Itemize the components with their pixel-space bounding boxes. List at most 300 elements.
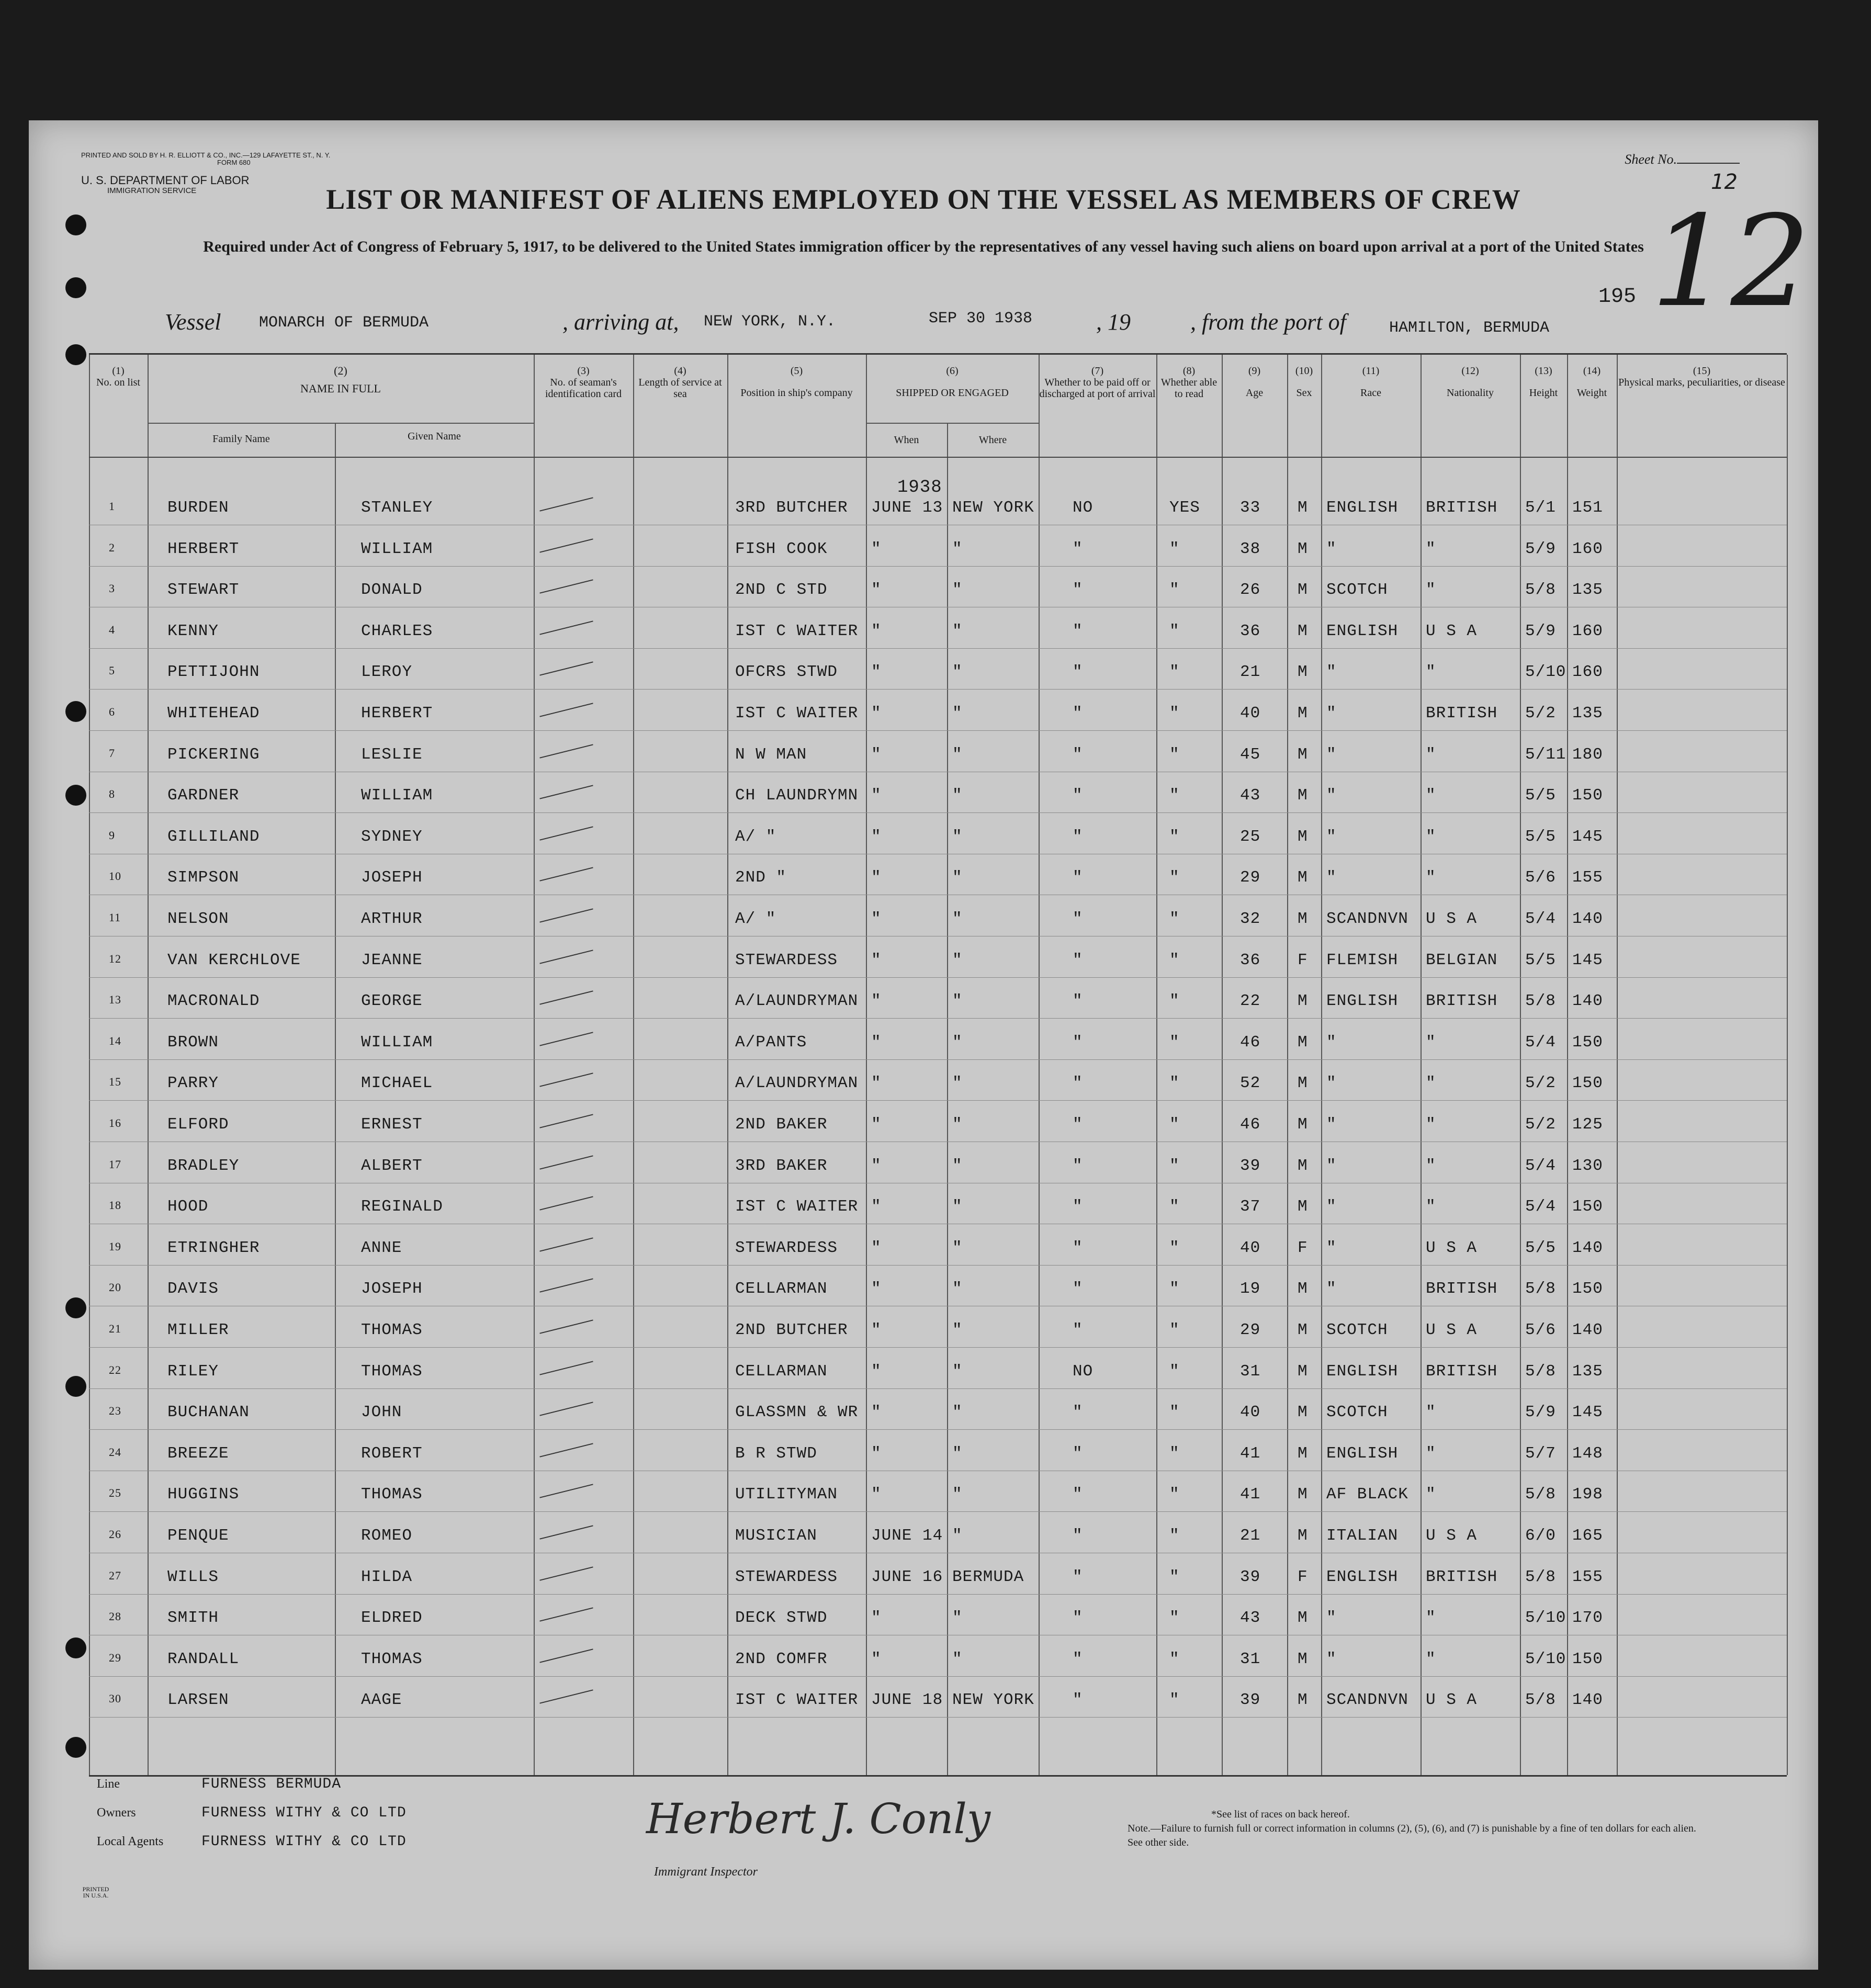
crew-row-10-when: " [871,868,882,887]
crew-row-19-read: " [1169,1238,1180,1257]
crew-row-12-position: STEWARDESS [735,951,838,969]
crew-row-5-height: 5/10 [1525,663,1566,682]
crew-row-28-family: SMITH [167,1609,219,1628]
crew-row-30-no: 30 [109,1692,121,1705]
crew-row-25-weight: 198 [1572,1485,1603,1504]
crew-row-23-weight: 145 [1572,1403,1603,1422]
id-card-tick-mark [539,950,593,964]
crew-row-30-position: IST C WAITER [735,1691,859,1710]
id-card-tick-mark [539,1566,593,1580]
crew-row-17-read: " [1169,1156,1180,1175]
crew-row-19-where: " [952,1238,963,1257]
crew-row-10-race: " [1326,868,1337,887]
crew-row-10-nat: " [1426,868,1436,887]
crew-row-30-age: 39 [1240,1691,1261,1710]
crew-row-21-sex: M [1298,1321,1308,1339]
inspector-signature: Herbert J. Conly [646,1794,991,1843]
crew-row-30-nat: U S A [1426,1691,1478,1710]
id-card-tick-mark [539,1402,593,1416]
crew-row-3-where: " [952,581,963,600]
crew-row-9-nat: " [1426,827,1436,846]
crew-row-1-given: STANLEY [361,499,433,517]
crew-row-14-weight: 150 [1572,1033,1603,1052]
col-weight-header: (14) Weight [1576,365,1607,399]
crew-row-30-where: NEW YORK [952,1691,1034,1710]
crew-row-18-read: " [1169,1198,1180,1216]
crew-row-23-height: 5/9 [1525,1403,1556,1422]
id-card-tick-mark [539,703,593,717]
crew-row-9-family: GILLILAND [167,827,260,846]
id-card-tick-mark [539,662,593,676]
crew-row-10-height: 5/6 [1525,868,1556,887]
crew-row-7-race: " [1326,745,1337,764]
id-card-tick-mark [539,1155,593,1169]
crew-row-21-position: 2ND BUTCHER [735,1321,848,1339]
crew-row-19-race: " [1326,1238,1337,1257]
crew-row-28-sex: M [1298,1609,1308,1628]
id-card-tick-mark [539,785,593,799]
crew-row-23-race: SCOTCH [1326,1403,1388,1422]
crew-row-8-given: WILLIAM [361,786,433,805]
crew-row-27-weight: 155 [1572,1567,1603,1586]
crew-row-2-paid: " [1073,539,1083,558]
id-card-tick-mark [539,1032,593,1046]
crew-row-26-family: PENQUE [167,1527,229,1545]
crew-row-4-read: " [1169,622,1180,640]
crew-row-15-weight: 150 [1572,1074,1603,1093]
agents-field [97,1834,407,1850]
crew-row-3-position: 2ND C STD [735,581,828,600]
crew-row-26-age: 21 [1240,1527,1261,1545]
crew-row-16-position: 2ND BAKER [735,1115,828,1134]
printer-imprint [81,152,447,166]
crew-row-10-read: " [1169,868,1180,887]
row-divider [89,1717,1787,1718]
crew-row-24-nat: " [1426,1444,1436,1463]
sheet-label: Sheet No. [1625,152,1677,167]
row-divider [89,812,1787,813]
crew-row-15-read: " [1169,1074,1180,1093]
col-race-header: (11) Race [1360,365,1381,399]
crew-row-30-read: " [1169,1691,1180,1710]
crew-row-5-no: 5 [109,664,115,677]
crew-row-12-height: 5/5 [1525,951,1556,969]
crew-row-2-age: 38 [1240,539,1261,558]
crew-row-24-position: B R STWD [735,1444,817,1463]
crew-row-25-paid: " [1073,1485,1083,1504]
id-card-tick-mark [539,1319,593,1334]
crew-row-22-given: THOMAS [361,1362,423,1381]
crew-row-17-paid: " [1073,1156,1083,1175]
crew-row-22-height: 5/8 [1525,1362,1556,1381]
crew-row-11-read: " [1169,910,1180,928]
crew-row-13-age: 22 [1240,992,1261,1011]
crew-row-10-paid: " [1073,868,1083,887]
crew-row-14-where: " [952,1033,963,1052]
shipped-year: 1938 [897,478,942,498]
crew-row-18-weight: 150 [1572,1198,1603,1216]
agents-value: FURNESS WITHY & CO LTD [201,1834,407,1850]
crew-row-21-paid: " [1073,1321,1083,1339]
crew-row-24-when: " [871,1444,882,1463]
crew-row-19-when: " [871,1238,882,1257]
crew-row-21-given: THOMAS [361,1321,423,1339]
crew-row-18-where: " [952,1198,963,1216]
crew-row-18-no: 18 [109,1199,121,1212]
crew-row-9-when: " [871,827,882,846]
crew-row-23-given: JOHN [361,1403,402,1422]
crew-row-21-when: " [871,1321,882,1339]
crew-row-11-paid: " [1073,910,1083,928]
crew-row-26-paid: " [1073,1527,1083,1545]
crew-row-5-race: " [1326,663,1337,682]
crew-row-17-race: " [1326,1156,1337,1175]
crew-row-9-where: " [952,827,963,846]
crew-row-27-nat: BRITISH [1426,1567,1498,1586]
crew-row-3-sex: M [1298,581,1308,600]
crew-row-1-sex: M [1298,499,1308,517]
crew-row-29-age: 31 [1240,1650,1261,1668]
line-label: Line [97,1777,120,1791]
crew-row-29-race: " [1326,1650,1337,1668]
crew-row-1-read: YES [1169,499,1200,517]
crew-row-17-sex: M [1298,1156,1308,1175]
crew-row-18-given: REGINALD [361,1198,443,1216]
crew-row-25-position: UTILITYMAN [735,1485,838,1504]
crew-row-11-race: SCANDNVN [1326,910,1408,928]
crew-row-15-age: 52 [1240,1074,1261,1093]
agents-label: Local Agents [97,1835,164,1848]
crew-row-25-when: " [871,1485,882,1504]
id-card-tick-mark [539,1237,593,1251]
crew-row-5-paid: " [1073,663,1083,682]
punch-hole [65,344,86,365]
crew-row-30-family: LARSEN [167,1691,229,1710]
manifest-sheet [29,120,1818,1970]
crew-row-8-race: " [1326,786,1337,805]
crew-row-21-nat: U S A [1426,1321,1478,1339]
crew-row-9-read: " [1169,827,1180,846]
crew-row-12-when: " [871,951,882,969]
crew-row-12-read: " [1169,951,1180,969]
crew-row-1-weight: 151 [1572,499,1603,517]
crew-row-11-when: " [871,910,882,928]
id-card-tick-mark [539,580,593,594]
crew-row-6-when: " [871,704,882,722]
crew-row-10-no: 10 [109,869,121,883]
crew-row-5-where: " [952,663,963,682]
crew-row-15-sex: M [1298,1074,1308,1093]
crew-row-19-given: ANNE [361,1238,402,1257]
crew-row-11-height: 5/4 [1525,910,1556,928]
crew-row-28-when: " [871,1609,882,1628]
crew-row-3-race: SCOTCH [1326,581,1388,600]
crew-row-29-read: " [1169,1650,1180,1668]
id-card-tick-mark [539,744,593,758]
crew-row-4-weight: 160 [1572,622,1603,640]
crew-row-4-paid: " [1073,622,1083,640]
crew-row-22-when: " [871,1362,882,1381]
crew-row-16-sex: M [1298,1115,1308,1134]
crew-row-30-height: 5/8 [1525,1691,1556,1710]
crew-row-14-age: 46 [1240,1033,1261,1052]
crew-row-5-family: PETTIJOHN [167,663,260,682]
crew-row-20-height: 5/8 [1525,1280,1556,1298]
owners-value: FURNESS WITHY & CO LTD [201,1805,407,1821]
punch-hole [65,701,86,722]
crew-row-13-position: A/LAUNDRYMAN [735,992,859,1011]
crew-row-9-sex: M [1298,827,1308,846]
crew-row-7-read: " [1169,745,1180,764]
crew-row-29-no: 29 [109,1651,121,1664]
crew-row-30-paid: " [1073,1691,1083,1710]
crew-row-30-sex: M [1298,1691,1308,1710]
punch-hole [65,785,86,806]
crew-row-1-when: JUNE 13 [871,499,943,517]
arriving-port: NEW YORK, N.Y. [704,313,836,331]
crew-row-25-nat: " [1426,1485,1436,1504]
crew-row-19-position: STEWARDESS [735,1238,838,1257]
crew-row-23-paid: " [1073,1403,1083,1422]
punch-hole [65,277,86,298]
crew-row-16-no: 16 [109,1116,121,1129]
line-value: FURNESS BERMUDA [201,1776,342,1792]
crew-row-22-nat: BRITISH [1426,1362,1498,1381]
crew-row-27-height: 5/8 [1525,1567,1556,1586]
crew-row-11-no: 11 [109,911,121,924]
punch-hole [65,1637,86,1658]
col-position-header: (5) Position in ship's company [740,365,853,399]
crew-row-6-nat: BRITISH [1426,704,1498,722]
crew-row-19-paid: " [1073,1238,1083,1257]
crew-row-14-read: " [1169,1033,1180,1052]
crew-row-15-race: " [1326,1074,1337,1093]
crew-row-3-nat: " [1426,581,1436,600]
page-subtitle: Required under Act of Congress of February 5, 1917, to be delivered to the United States immigration officer by the representatives of any vessel having such aliens on board upon arrival at a port of the United States [203,238,1644,255]
crew-row-6-paid: " [1073,704,1083,722]
sheet-number [1625,152,1740,167]
crew-row-13-when: " [871,992,882,1011]
crew-row-15-nat: " [1426,1074,1436,1093]
crew-row-23-nat: " [1426,1403,1436,1422]
crew-row-8-weight: 150 [1572,786,1603,805]
crew-row-3-no: 3 [109,582,115,595]
crew-row-19-no: 19 [109,1239,121,1253]
crew-row-2-family: HERBERT [167,539,240,558]
crew-row-12-given: JEANNE [361,951,423,969]
crew-row-18-sex: M [1298,1198,1308,1216]
crew-row-2-where: " [952,539,963,558]
crew-row-29-nat: " [1426,1650,1436,1668]
crew-row-16-height: 5/2 [1525,1115,1556,1134]
row-divider [89,1100,1787,1101]
row-divider [89,1594,1787,1595]
crew-row-27-position: STEWARDESS [735,1567,838,1586]
crew-row-5-when: " [871,663,882,682]
crew-row-21-where: " [952,1321,963,1339]
crew-row-27-read: " [1169,1567,1180,1586]
crew-row-7-family: PICKERING [167,745,260,764]
crew-row-21-weight: 140 [1572,1321,1603,1339]
crew-row-3-read: " [1169,581,1180,600]
crew-row-17-given: ALBERT [361,1156,423,1175]
crew-row-12-weight: 145 [1572,951,1603,969]
crew-row-12-age: 36 [1240,951,1261,969]
crew-row-8-no: 8 [109,787,115,801]
crew-row-14-paid: " [1073,1033,1083,1052]
crew-row-15-given: MICHAEL [361,1074,433,1093]
crew-row-13-nat: BRITISH [1426,992,1498,1011]
crew-row-14-when: " [871,1033,882,1052]
crew-row-4-sex: M [1298,622,1308,640]
crew-row-21-family: MILLER [167,1321,229,1339]
departure-port: HAMILTON, BERMUDA [1389,319,1550,337]
id-card-tick-mark [539,1608,593,1622]
crew-row-11-age: 32 [1240,910,1261,928]
sheet-line [1677,163,1740,164]
crew-row-27-age: 39 [1240,1567,1261,1586]
crew-row-14-height: 5/4 [1525,1033,1556,1052]
crew-row-9-weight: 145 [1572,827,1603,846]
crew-row-2-no: 2 [109,540,115,554]
crew-row-5-weight: 160 [1572,663,1603,682]
crew-row-21-height: 5/6 [1525,1321,1556,1339]
col-read-header: (8) Whether able to read [1160,365,1218,400]
crew-row-4-no: 4 [109,623,115,636]
crew-row-25-sex: M [1298,1485,1308,1504]
row-divider [89,1347,1787,1348]
crew-row-2-when: " [871,539,882,558]
crew-row-8-when: " [871,786,882,805]
crew-row-22-weight: 135 [1572,1362,1603,1381]
crew-row-8-height: 5/5 [1525,786,1556,805]
crew-row-7-paid: " [1073,745,1083,764]
service-name: IMMIGRATION SERVICE [107,186,197,195]
col-shipped-header: (6) SHIPPED OR ENGAGED [896,365,1009,399]
crew-row-17-age: 39 [1240,1156,1261,1175]
from-port-label: , from the port of [1190,309,1346,335]
crew-row-28-age: 43 [1240,1609,1261,1628]
crew-row-24-weight: 148 [1572,1444,1603,1463]
crew-row-13-family: MACRONALD [167,992,260,1011]
col-service-header: (4) Length of service at sea [638,365,722,400]
crew-row-18-family: HOOD [167,1198,209,1216]
crew-row-5-nat: " [1426,663,1436,682]
crew-row-27-race: ENGLISH [1326,1567,1399,1586]
crew-row-16-where: " [952,1115,963,1134]
crew-row-5-read: " [1169,663,1180,682]
arriving-label: , arriving at, [562,309,679,335]
crew-row-22-family: RILEY [167,1362,219,1381]
crew-row-30-race: SCANDNVN [1326,1691,1408,1710]
crew-row-25-no: 25 [109,1486,121,1500]
crew-row-20-read: " [1169,1280,1180,1298]
crew-row-29-position: 2ND COMFR [735,1650,828,1668]
crew-row-13-where: " [952,992,963,1011]
crew-row-14-sex: M [1298,1033,1308,1052]
crew-row-2-given: WILLIAM [361,539,433,558]
crew-row-24-sex: M [1298,1444,1308,1463]
crew-row-6-given: HERBERT [361,704,433,722]
crew-row-2-height: 5/9 [1525,539,1556,558]
crew-row-12-no: 12 [109,952,121,965]
crew-row-23-read: " [1169,1403,1180,1422]
vessel-line [165,285,1734,340]
col-family-name-header: Family Name [212,433,270,445]
crew-row-6-sex: M [1298,704,1308,722]
crew-row-8-nat: " [1426,786,1436,805]
crew-row-20-where: " [952,1280,963,1298]
crew-row-12-where: " [952,951,963,969]
crew-row-7-nat: " [1426,745,1436,764]
row-divider [89,1018,1787,1019]
crew-row-26-where: " [952,1527,963,1545]
crew-row-3-given: DONALD [361,581,423,600]
crew-row-1-age: 33 [1240,499,1261,517]
crew-row-20-position: CELLARMAN [735,1280,828,1298]
col-nationality-header: (12) Nationality [1447,365,1494,399]
row-divider [89,977,1787,978]
crew-row-3-family: STEWART [167,581,240,600]
crew-row-21-no: 21 [109,1322,121,1335]
crew-row-24-family: BREEZE [167,1444,229,1463]
stamp-number: 195 [1598,285,1637,309]
crew-row-16-family: ELFORD [167,1115,229,1134]
crew-row-12-nat: BELGIAN [1426,951,1498,969]
row-divider [89,689,1787,690]
crew-row-18-age: 37 [1240,1198,1261,1216]
crew-row-29-where: " [952,1650,963,1668]
crew-row-13-weight: 140 [1572,992,1603,1011]
crew-row-4-when: " [871,622,882,640]
punch-hole [65,1297,86,1318]
crew-row-6-read: " [1169,704,1180,722]
crew-row-18-race: " [1326,1198,1337,1216]
crew-row-18-paid: " [1073,1198,1083,1216]
crew-row-14-no: 14 [109,1034,121,1047]
crew-row-6-position: IST C WAITER [735,704,859,722]
crew-row-29-paid: " [1073,1650,1083,1668]
crew-row-16-given: ERNEST [361,1115,423,1134]
row-divider [89,1511,1787,1512]
crew-row-15-no: 15 [109,1075,121,1089]
crew-row-21-race: SCOTCH [1326,1321,1388,1339]
crew-row-23-when: " [871,1403,882,1422]
crew-row-28-where: " [952,1609,963,1628]
punch-hole [65,1737,86,1758]
crew-row-28-position: DECK STWD [735,1609,828,1628]
crew-row-6-family: WHITEHEAD [167,704,260,722]
id-card-tick-mark [539,1279,593,1293]
crew-row-29-height: 5/10 [1525,1650,1566,1668]
crew-row-16-paid: " [1073,1115,1083,1134]
crew-row-1-nat: BRITISH [1426,499,1498,517]
crew-row-10-position: 2ND " [735,868,787,887]
crew-row-15-when: " [871,1074,882,1093]
crew-row-9-given: SYDNEY [361,827,423,846]
crew-row-1-family: BURDEN [167,499,229,517]
crew-row-22-read: " [1169,1362,1180,1381]
row-divider [89,648,1787,649]
crew-row-20-family: DAVIS [167,1280,219,1298]
crew-row-26-height: 6/0 [1525,1527,1556,1545]
crew-row-26-no: 26 [109,1528,121,1541]
crew-row-4-race: ENGLISH [1326,622,1399,640]
crew-row-18-when: " [871,1198,882,1216]
id-card-tick-mark [539,497,593,511]
crew-row-18-position: IST C WAITER [735,1198,859,1216]
crew-row-15-height: 5/2 [1525,1074,1556,1093]
